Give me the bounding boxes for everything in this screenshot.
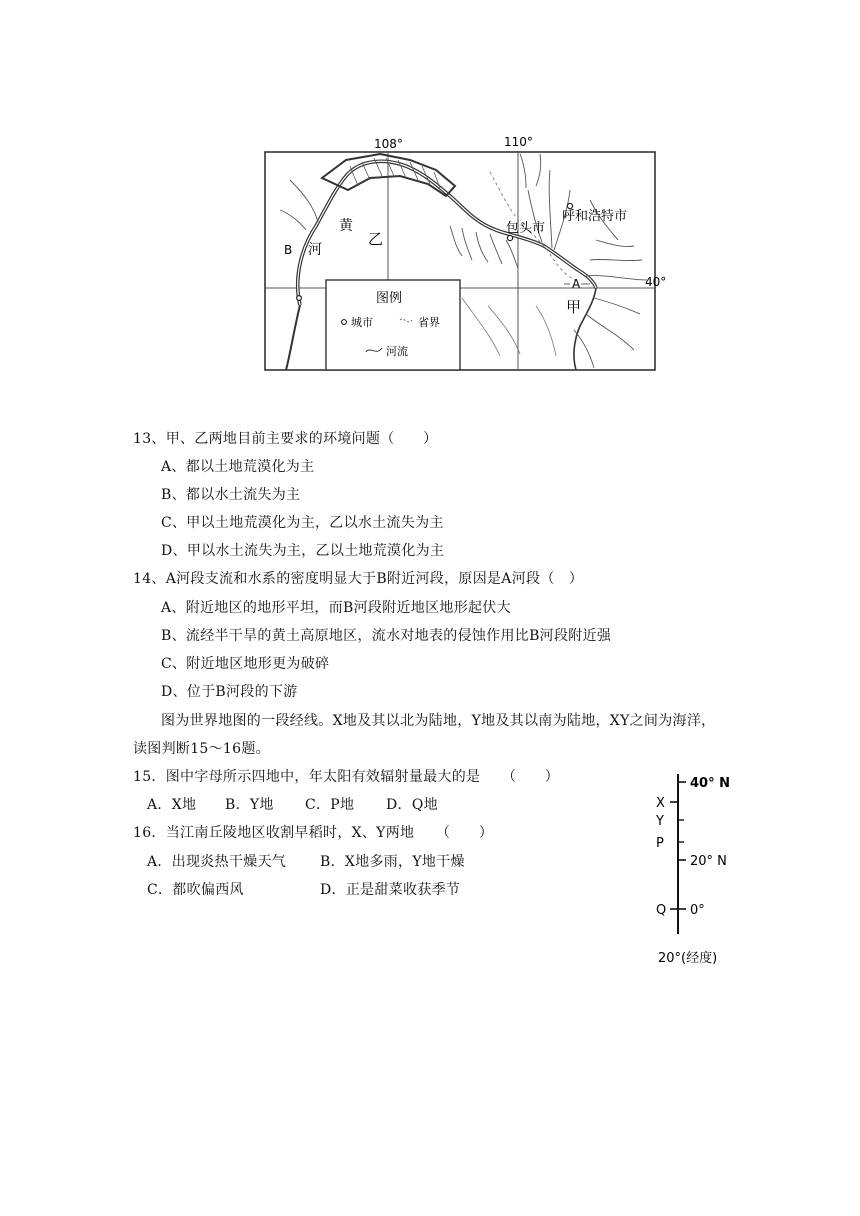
city-yinchuan-marker xyxy=(297,296,302,301)
city-hohhot-marker xyxy=(567,203,572,208)
lat-20n-label: 20° N xyxy=(690,854,727,869)
q16-option-c: C．都吹偏西风 xyxy=(147,882,244,898)
river-label-he: 河 xyxy=(308,242,322,258)
meridian-diagram xyxy=(640,768,750,973)
intro-line-1: 图为世界地图的一段经线。X地及其以北为陆地，Y地及其以南为陆地，XY之间为海洋， xyxy=(161,713,716,729)
intro-line-2: 读图判断15～16题。 xyxy=(133,741,270,757)
legend-city-icon xyxy=(342,320,347,325)
label-jia: 甲 xyxy=(566,298,582,316)
city-hohhot-label: 呼和浩特市 xyxy=(562,209,628,224)
label-yi: 乙 xyxy=(368,230,384,248)
map-legend xyxy=(326,280,460,370)
label-a: A xyxy=(572,277,581,291)
q13-option-b: B、都以水土流失为主 xyxy=(161,487,301,503)
lat-0-label: 0° xyxy=(690,903,705,918)
q16-stem: 16．当江南丘陵地区收割早稻时，X、Y两地 （ ） xyxy=(133,825,494,841)
q13-stem: 13、甲、乙两地目前主要求的环境问题（ ） xyxy=(133,431,438,447)
city-baotou-marker xyxy=(507,235,512,240)
yellow-river-map xyxy=(250,130,670,380)
legend-city-label: 城市 xyxy=(351,316,373,329)
q14-option-b: B、流经半干旱的黄土高原地区，流水对地表的侵蚀作用比B河段附近强 xyxy=(161,628,612,644)
point-y-label: Y xyxy=(656,814,664,829)
lat-40-label: 40° xyxy=(645,275,667,289)
q16-option-b: B．X地多雨，Y地干燥 xyxy=(320,854,465,870)
legend-river-label: 河流 xyxy=(386,345,408,358)
q16-option-a: A．出现炎热干燥天气 xyxy=(147,854,287,870)
lon-108-label: 108° xyxy=(374,137,403,151)
q15-option-c: C．P地 xyxy=(305,797,355,813)
q15-option-b: B．Y地 xyxy=(225,797,274,813)
q16-option-d: D．正是甜菜收获季节 xyxy=(320,882,461,898)
legend-title: 图例 xyxy=(376,291,403,306)
lat-40n-label: 40° N xyxy=(690,776,730,791)
point-p-label: P xyxy=(656,836,664,851)
q13-option-c: C、甲以土地荒漠化为主，乙以水土流失为主 xyxy=(161,515,444,531)
q15-option-d: D．Q地 xyxy=(386,797,438,813)
q14-option-c: C、附近地区地形更为破碎 xyxy=(161,656,330,672)
q15-option-a: A．X地 xyxy=(147,797,197,813)
label-b: B xyxy=(284,243,293,257)
river-label-huang: 黄 xyxy=(339,218,353,234)
q14-stem: 14、A河段支流和水系的密度明显大于B附近河段，原因是A河段（ ） xyxy=(133,571,584,587)
point-x-label: X xyxy=(656,796,665,811)
q14-option-a: A、附近地区的地形平坦，而B河段附近地区地形起伏大 xyxy=(161,600,511,616)
q13-option-a: A、都以土地荒漠化为主 xyxy=(161,459,315,475)
city-baotou-label: 包头市 xyxy=(506,221,546,236)
q14-option-d: D、位于B河段的下游 xyxy=(161,684,298,700)
meridian-caption: 20°(经度) xyxy=(658,951,718,966)
q15-stem: 15．图中字母所示四地中，年太阳有效辐射量最大的是 （ ） xyxy=(133,769,560,785)
q13-option-d: D、甲以水土流失为主，乙以土地荒漠化为主 xyxy=(161,543,445,559)
point-q-label: Q xyxy=(656,903,667,918)
lon-110-label: 110° xyxy=(504,135,533,149)
legend-boundary-label: 省界 xyxy=(418,316,440,329)
